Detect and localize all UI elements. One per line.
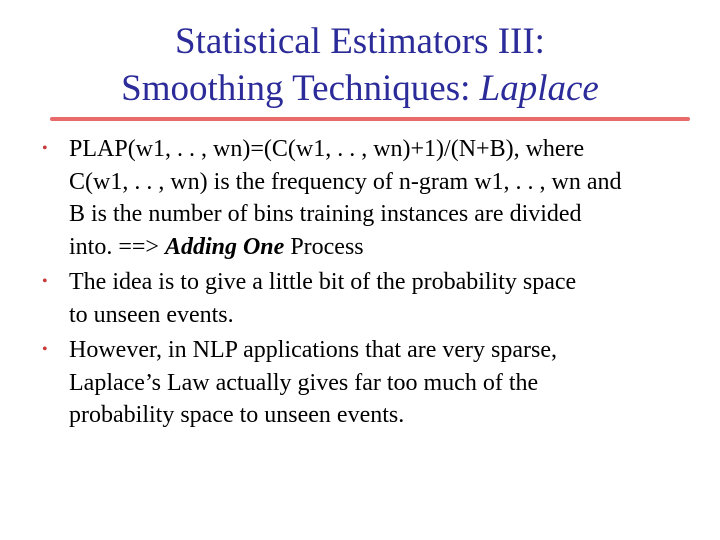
bullet-line: C(w1, . . , wn) is the frequency of n-gram w1, . . , wn and [69,168,622,195]
title-line-2-text: Smoothing Techniques: [121,68,480,109]
title-divider-rule [50,117,690,121]
bullet-item-laplace-formula [36,133,706,263]
title-line-2 [0,65,720,112]
bullet-line: Laplace’s Law actually gives far too much of the [69,369,539,396]
bullet-line: to unseen events. [69,301,234,328]
bullet-line-suffix: Process [284,233,364,260]
bullet-marker-icon: • [42,341,48,358]
bullet-line: PLAP(w1, . . , wn)=(C(w1, . . , wn)+1)/(N+B), where [69,136,585,162]
bullet-marker-icon: • [42,140,48,157]
title-line-1: Statistical Estimators III: [175,21,545,62]
bullet-line: The idea is to give a little bit of the probability space [69,269,577,295]
bullet-item-however [36,334,706,432]
slide-title [0,18,720,112]
bullet-line: probability space to unseen events. [69,402,405,428]
title-italic-word: Laplace [479,68,599,109]
bullet-marker-icon: • [42,273,48,290]
emphasis-adding-one: Adding One [164,233,285,260]
bullet-list [36,133,706,435]
bullet-line-prefix: into. ==> [69,233,165,260]
bullet-line: B is the number of bins training instances are divided [69,201,582,227]
bullet-item-idea [36,266,706,331]
bullet-line: However, in NLP applications that are very sparse, [69,337,557,363]
bullet-line [69,231,706,264]
